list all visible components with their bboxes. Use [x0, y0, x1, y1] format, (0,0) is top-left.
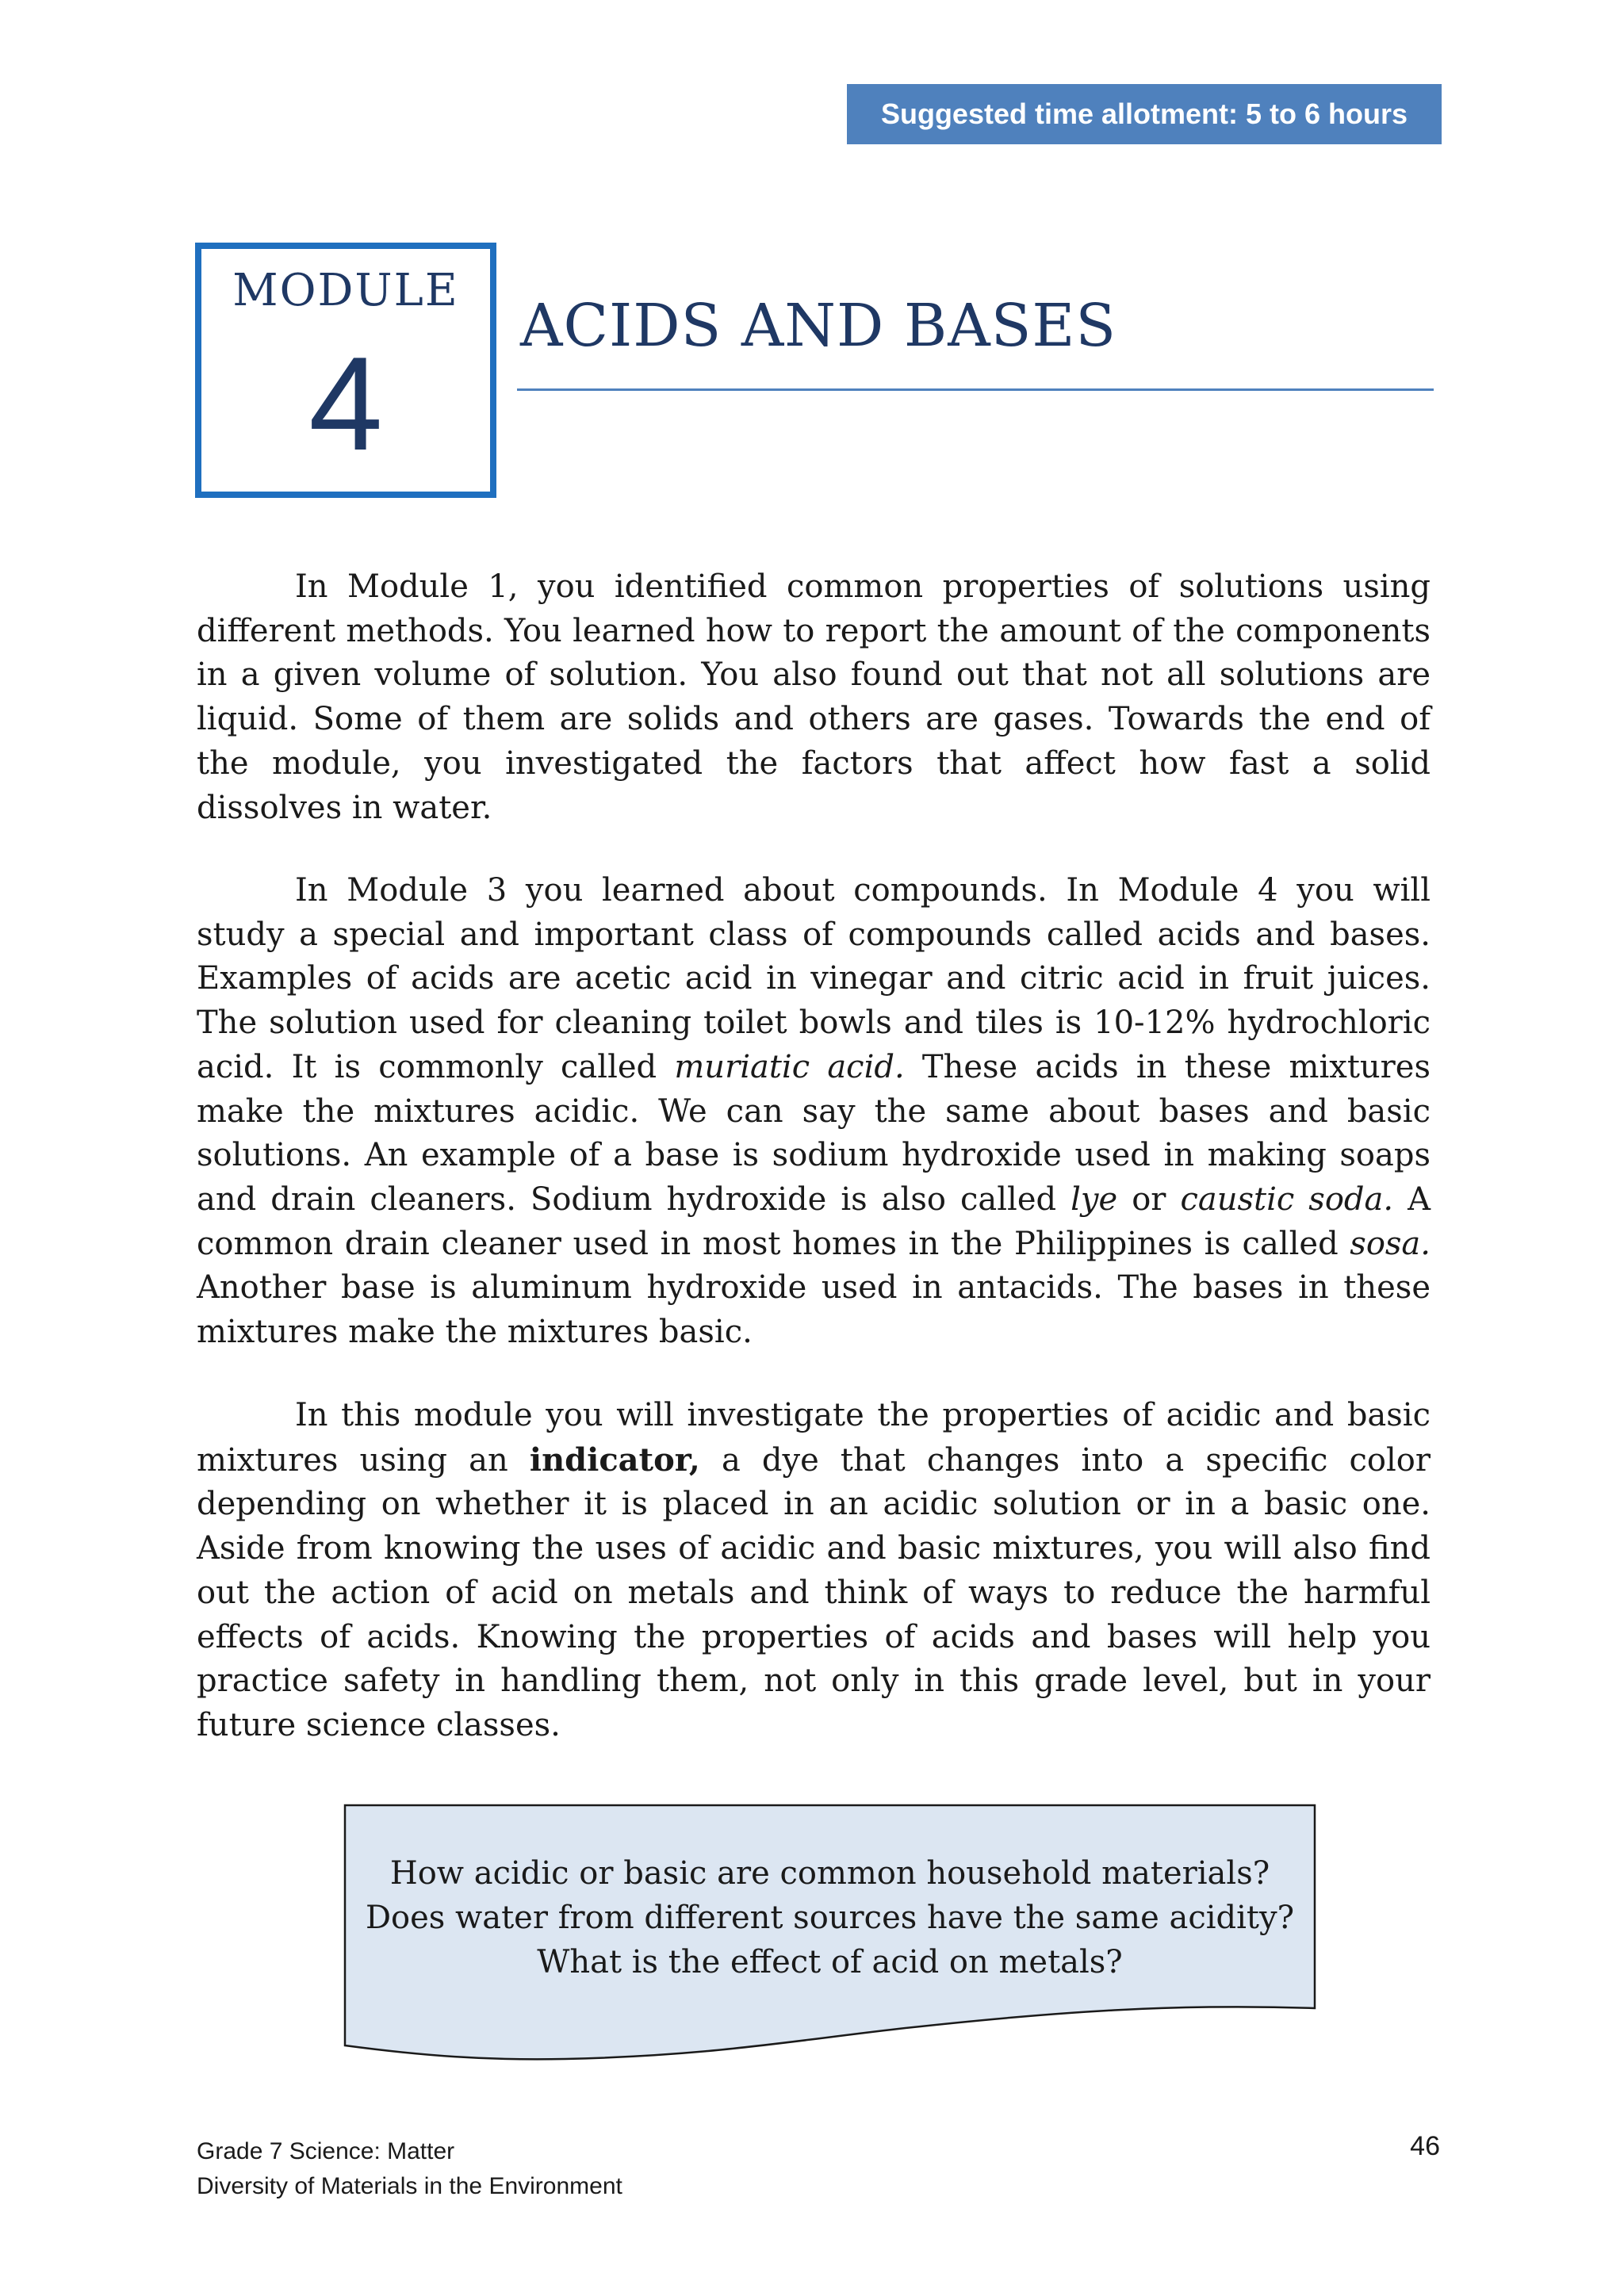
- time-allotment-text: Suggested time allotment: 5 to 6 hours: [880, 98, 1408, 130]
- title-underline: [517, 388, 1434, 391]
- paragraph-3-text: In this module you will investigate the properties of acidic and basic mixtures using an: [197, 1397, 1431, 1479]
- footer-course-info: [197, 2134, 622, 2204]
- time-allotment-badge: [847, 84, 1442, 144]
- module-label: MODULE: [232, 265, 459, 316]
- callout-question-2: Does water from different sources have the same acidity?: [365, 1900, 1295, 1936]
- term-sosa: sosa.: [1350, 1225, 1431, 1262]
- footer-unit-title: Diversity of Materials in the Environment: [197, 2173, 622, 2199]
- intro-paragraph-2: [197, 869, 1431, 1355]
- guide-questions-callout: [343, 1804, 1316, 2065]
- callout-question-1: How acidic or basic are common household materials?: [389, 1855, 1270, 1892]
- term-indicator: indicator,: [529, 1441, 700, 1479]
- paragraph-2-text: or: [1117, 1181, 1181, 1218]
- module-number: 4: [308, 329, 383, 478]
- page-number: 46: [1410, 2131, 1440, 2161]
- paragraph-2-text: These acids in these mixtures make the mixtures acidic. We can say the same about bases and basic solutions. An example of a base is sodium hydroxide used in making soaps and drain cleaners. Sodium hydroxide is also called: [197, 1048, 1431, 1218]
- term-muriatic-acid: muriatic acid.: [674, 1048, 905, 1085]
- callout-question-3: What is the effect of acid on metals?: [537, 1944, 1123, 1980]
- intro-paragraph-1: [197, 565, 1431, 830]
- paragraph-2-text: In Module 3 you learned about compounds. In Module 4 you will study a special and important class of compounds called acids and bases. Examples of acids are acetic acid in vinegar and citric acid in fruit juices. The solution used for cleaning toilet bowls and tiles is 10-12% hydrochloric acid. It is commonly called: [197, 872, 1431, 1085]
- page-title: ACIDS AND BASES: [520, 292, 1117, 360]
- paragraph-2-text: A common drain cleaner used in most homes in the Philippines is called: [197, 1181, 1431, 1262]
- intro-paragraph-3: [197, 1394, 1431, 1748]
- term-caustic-soda: caustic soda.: [1180, 1181, 1394, 1218]
- term-lye: lye: [1071, 1181, 1118, 1218]
- module-number-box: [195, 243, 496, 498]
- paragraph-2-text: Another base is aluminum hydroxide used in antacids. The bases in these mixtures make the mixtures basic.: [197, 1269, 1431, 1351]
- paragraph-1-text: In Module 1, you identified common properties of solutions using different methods. You learned how to report the amount of the components in a given volume of solution. You also found out that not all solutions are liquid. Some of them are solids and others are gases. Towards the end of the module, you investigated the factors that affect how fast a solid dissolves in water.: [197, 568, 1431, 826]
- footer-course-title: Grade 7 Science: Matter: [197, 2138, 455, 2164]
- paragraph-3-text: a dye that changes into a specific color depending on whether it is placed in an acidic solution or in a basic one. Aside from knowing the uses of acidic and basic mixtures, you will also find out the action of acid on metals and think of ways to reduce the harmful effects of acids. Knowing the properties of acids and bases will help you practice safety in handling them, not only in this grade level, but in your future science classes.: [197, 1441, 1431, 1743]
